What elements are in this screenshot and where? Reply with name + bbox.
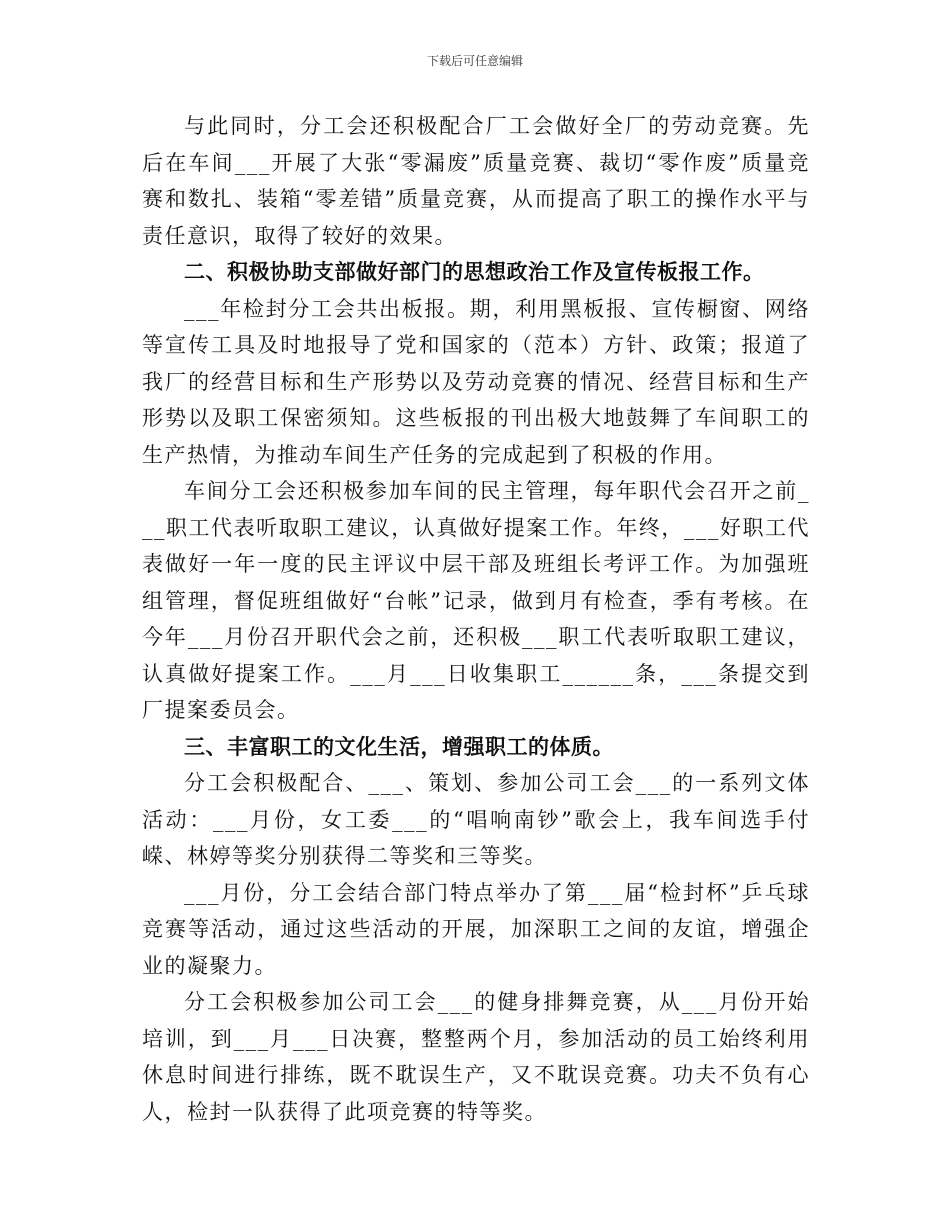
paragraph-labor-competition: 与此同时，分工会还积极配合厂工会做好全厂的劳动竞赛。先后在车间___开展了大张“零漏废”质量竞赛、裁切“零作废”质量竞赛和数扎、装箱“零差错”质量竞赛，从而提高了职工的操作水平与责任意识，取得了较好的效果。	[142, 114, 810, 248]
paragraph-blackboard: ___年检封分工会共出板报。期，利用黑板报、宣传橱窗、网络等宣传工具及时地报导了党和国家的（范本）方针、政策；报道了我厂的经营目标和生产形势以及劳动竞赛的情况、经营目标和生产形势以及职工保密须知。这些板报的刊出极大地鼓舞了车间职工的生产热情，为推动车间生产任务的完成起到了积极的作用。	[142, 296, 810, 467]
paragraph-line-dance: 分工会积极参加公司工会___的健身排舞竞赛，从___月份开始培训，到___月___日决赛，整整两个月，参加活动的员工始终利用休息时间进行排练，既不耽误生产，又不耽误竞赛。功夫不负有心人，检封一队获得了此项竞赛的特等奖。	[142, 990, 810, 1124]
paragraph-table-tennis: ___月份，分工会结合部门特点举办了第___届“检封杯”乒乓球竞赛等活动，通过这些活动的开展，加深职工之间的友谊，增强企业的凝聚力。	[142, 880, 810, 978]
section-heading-3: 三、丰富职工的文化生活，增强职工的体质。	[184, 734, 614, 759]
page-header: 下载后可任意编辑	[426, 54, 523, 68]
paragraph-democratic-management: 车间分工会还积极参加车间的民主管理，每年职代会召开之前___职工代表听取职工建议，认真做好提案工作。年终，___好职工代表做好一年一度的民主评议中层干部及班组长考评工作。为加强班组管理，督促班组做好“台帐”记录，做到月有检查，季有考核。在今年___月份召开职代会之前，还积极___职工代表听取职工建议，认真做好提案工作。___月___日收集职工______条，___条提交到厂提案委员会。	[142, 479, 810, 722]
paragraph-cultural-activities: 分工会积极配合、___、策划、参加公司工会___的一系列文体活动：___月份，女工委___的“唱响南钞”歌会上，我车间选手付嵘、林婷等奖分别获得二等奖和三等奖。	[142, 771, 810, 868]
section-heading-2: 二、积极协助支部做好部门的思想政治工作及宣传板报工作。	[184, 260, 765, 284]
document-body	[142, 108, 810, 1130]
